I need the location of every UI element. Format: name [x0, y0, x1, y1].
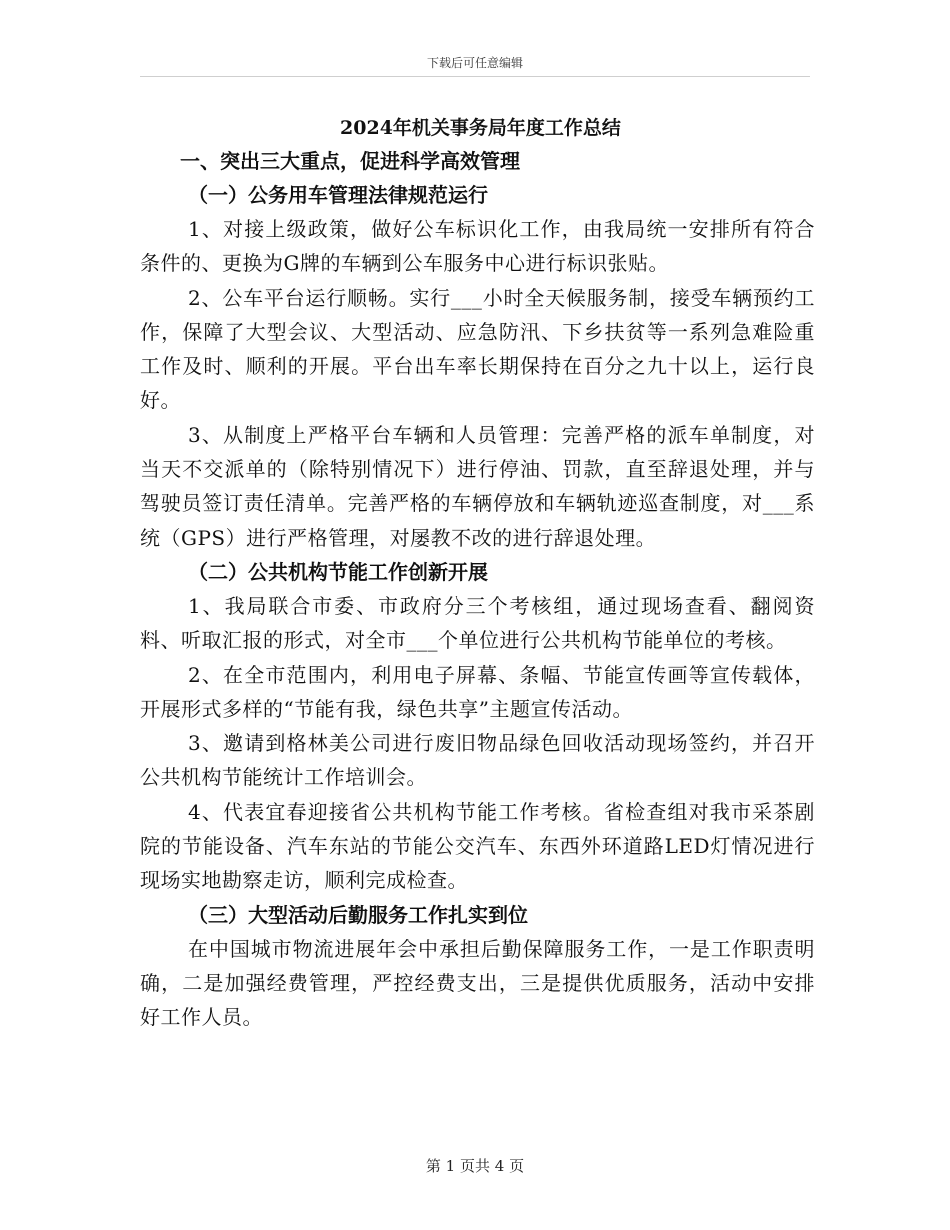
subsection-heading-2: （二）公共机构节能工作创新开展	[188, 559, 488, 584]
paragraph: 4、代表宜春迎接省公共机构节能工作考核。省检查组对我市采茶剧院的节能设备、汽车东站的节能公交汽车、东西外环道路LED灯情况进行现场实地勘察走访，顺利完成检查。	[140, 799, 815, 893]
paragraph: 1、对接上级政策，做好公车标识化工作，由我局统一安排所有符合条件的、更换为G牌的车辆到公车服务中心进行标识张贴。	[140, 217, 815, 276]
page-number: 第 1 页共 4 页	[425, 1157, 525, 1175]
section-heading-1: 一、突出三大重点，促进科学高效管理	[180, 149, 520, 173]
paragraph: 3、从制度上严格平台车辆和人员管理：完善严格的派车单制度，对当天不交派单的（除特别情况下）进行停油、罚款，直至辞退处理，并与驾驶员签订责任清单。完善严格的车辆停放和车辆轨迹巡查制度，对___系统（GPS）进行严格管理，对屡教不改的进行辞退处理。	[140, 422, 815, 550]
paragraph: 1、我局联合市委、市政府分三个考核组，通过现场查看、翻阅资料、听取汇报的形式，对全市___个单位进行公共机构节能单位的考核。	[140, 593, 815, 653]
header-note: 下载后可任意编辑	[426, 56, 523, 70]
document-title: 2024年机关事务局年度工作总结	[340, 117, 621, 139]
subsection-heading-3: （三）大型活动后勤服务工作扎实到位	[188, 902, 528, 927]
paragraph: 2、在全市范围内，利用电子屏幕、条幅、节能宣传画等宣传载体，开展形式多样的“节能有我，绿色共享”主题宣传活动。	[140, 662, 815, 721]
subsection-heading-1: （一）公务用车管理法律规范运行	[188, 183, 488, 207]
header-divider	[140, 76, 810, 77]
paragraph: 在中国城市物流进展年会中承担后勤保障服务工作，一是工作职责明确，二是加强经费管理，严控经费支出，三是提供优质服务，活动中安排好工作人员。	[140, 936, 815, 1030]
document-body	[140, 112, 815, 1035]
paragraph: 2、公车平台运行顺畅。实行___小时全天候服务制，接受车辆预约工作，保障了大型会议、大型活动、应急防汛、下乡扶贫等一系列急难险重工作及时、顺利的开展。平台出车率长期保持在百分之九十以上，运行良好。	[140, 285, 815, 413]
paragraph: 3、邀请到格林美公司进行废旧物品绿色回收活动现场签约，并召开公共机构节能统计工作培训会。	[140, 731, 815, 790]
